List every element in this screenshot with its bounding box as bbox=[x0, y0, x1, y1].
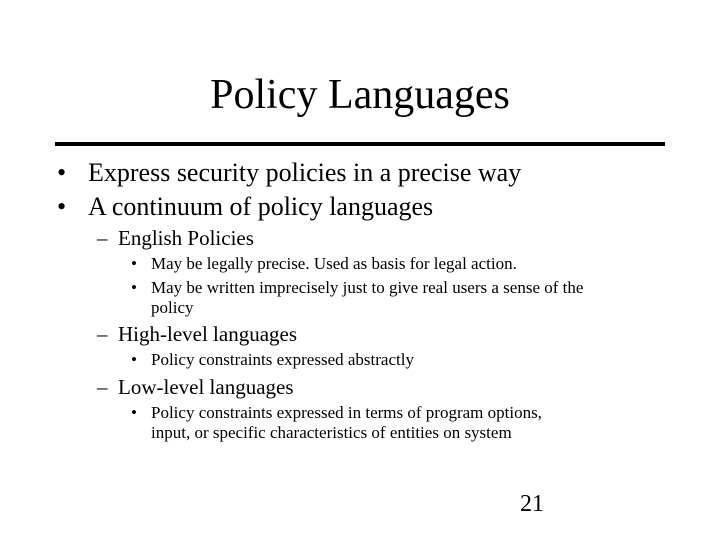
bullet-item-continuum bbox=[57, 191, 433, 223]
sub-item-label: High-level languages bbox=[118, 322, 298, 346]
detail-item-legally-precise bbox=[131, 254, 517, 274]
bullet-text: Express security policies in a precise way bbox=[88, 158, 522, 187]
bullet-marker: • bbox=[57, 158, 67, 187]
detail-text: May be written imprecisely just to give real users a sense of the bbox=[151, 278, 584, 297]
dash-marker: – bbox=[97, 322, 108, 346]
bullet-marker: • bbox=[57, 192, 67, 221]
bullet-marker: • bbox=[131, 350, 137, 369]
sub-item-english-policies bbox=[97, 225, 254, 251]
detail-text: Policy constraints expressed in terms of program options, bbox=[151, 403, 542, 422]
detail-text-continuation: input, or specific characteristics of entities on system bbox=[151, 423, 512, 442]
page-number: 21 bbox=[520, 491, 544, 517]
bullet-item-express-policies bbox=[57, 157, 521, 189]
bullet-marker: • bbox=[131, 254, 137, 273]
sub-item-high-level-languages bbox=[97, 321, 297, 347]
sub-item-label: Low-level languages bbox=[118, 375, 294, 399]
detail-text-continuation: policy bbox=[151, 298, 194, 317]
sub-item-label: English Policies bbox=[118, 226, 254, 250]
sub-item-low-level-languages bbox=[97, 374, 294, 400]
detail-text: Policy constraints expressed abstractly bbox=[151, 350, 414, 369]
detail-item-expressed-abstractly bbox=[131, 350, 414, 370]
bullet-marker: • bbox=[131, 278, 137, 297]
slide-title: Policy Languages bbox=[210, 72, 510, 118]
dash-marker: – bbox=[97, 226, 108, 250]
dash-marker: – bbox=[97, 375, 108, 399]
detail-text: May be legally precise. Used as basis for legal action. bbox=[151, 254, 517, 273]
bullet-marker: • bbox=[131, 403, 137, 422]
bullet-text: A continuum of policy languages bbox=[88, 192, 434, 221]
detail-item-written-imprecisely bbox=[131, 278, 583, 318]
detail-item-program-options bbox=[131, 403, 542, 443]
